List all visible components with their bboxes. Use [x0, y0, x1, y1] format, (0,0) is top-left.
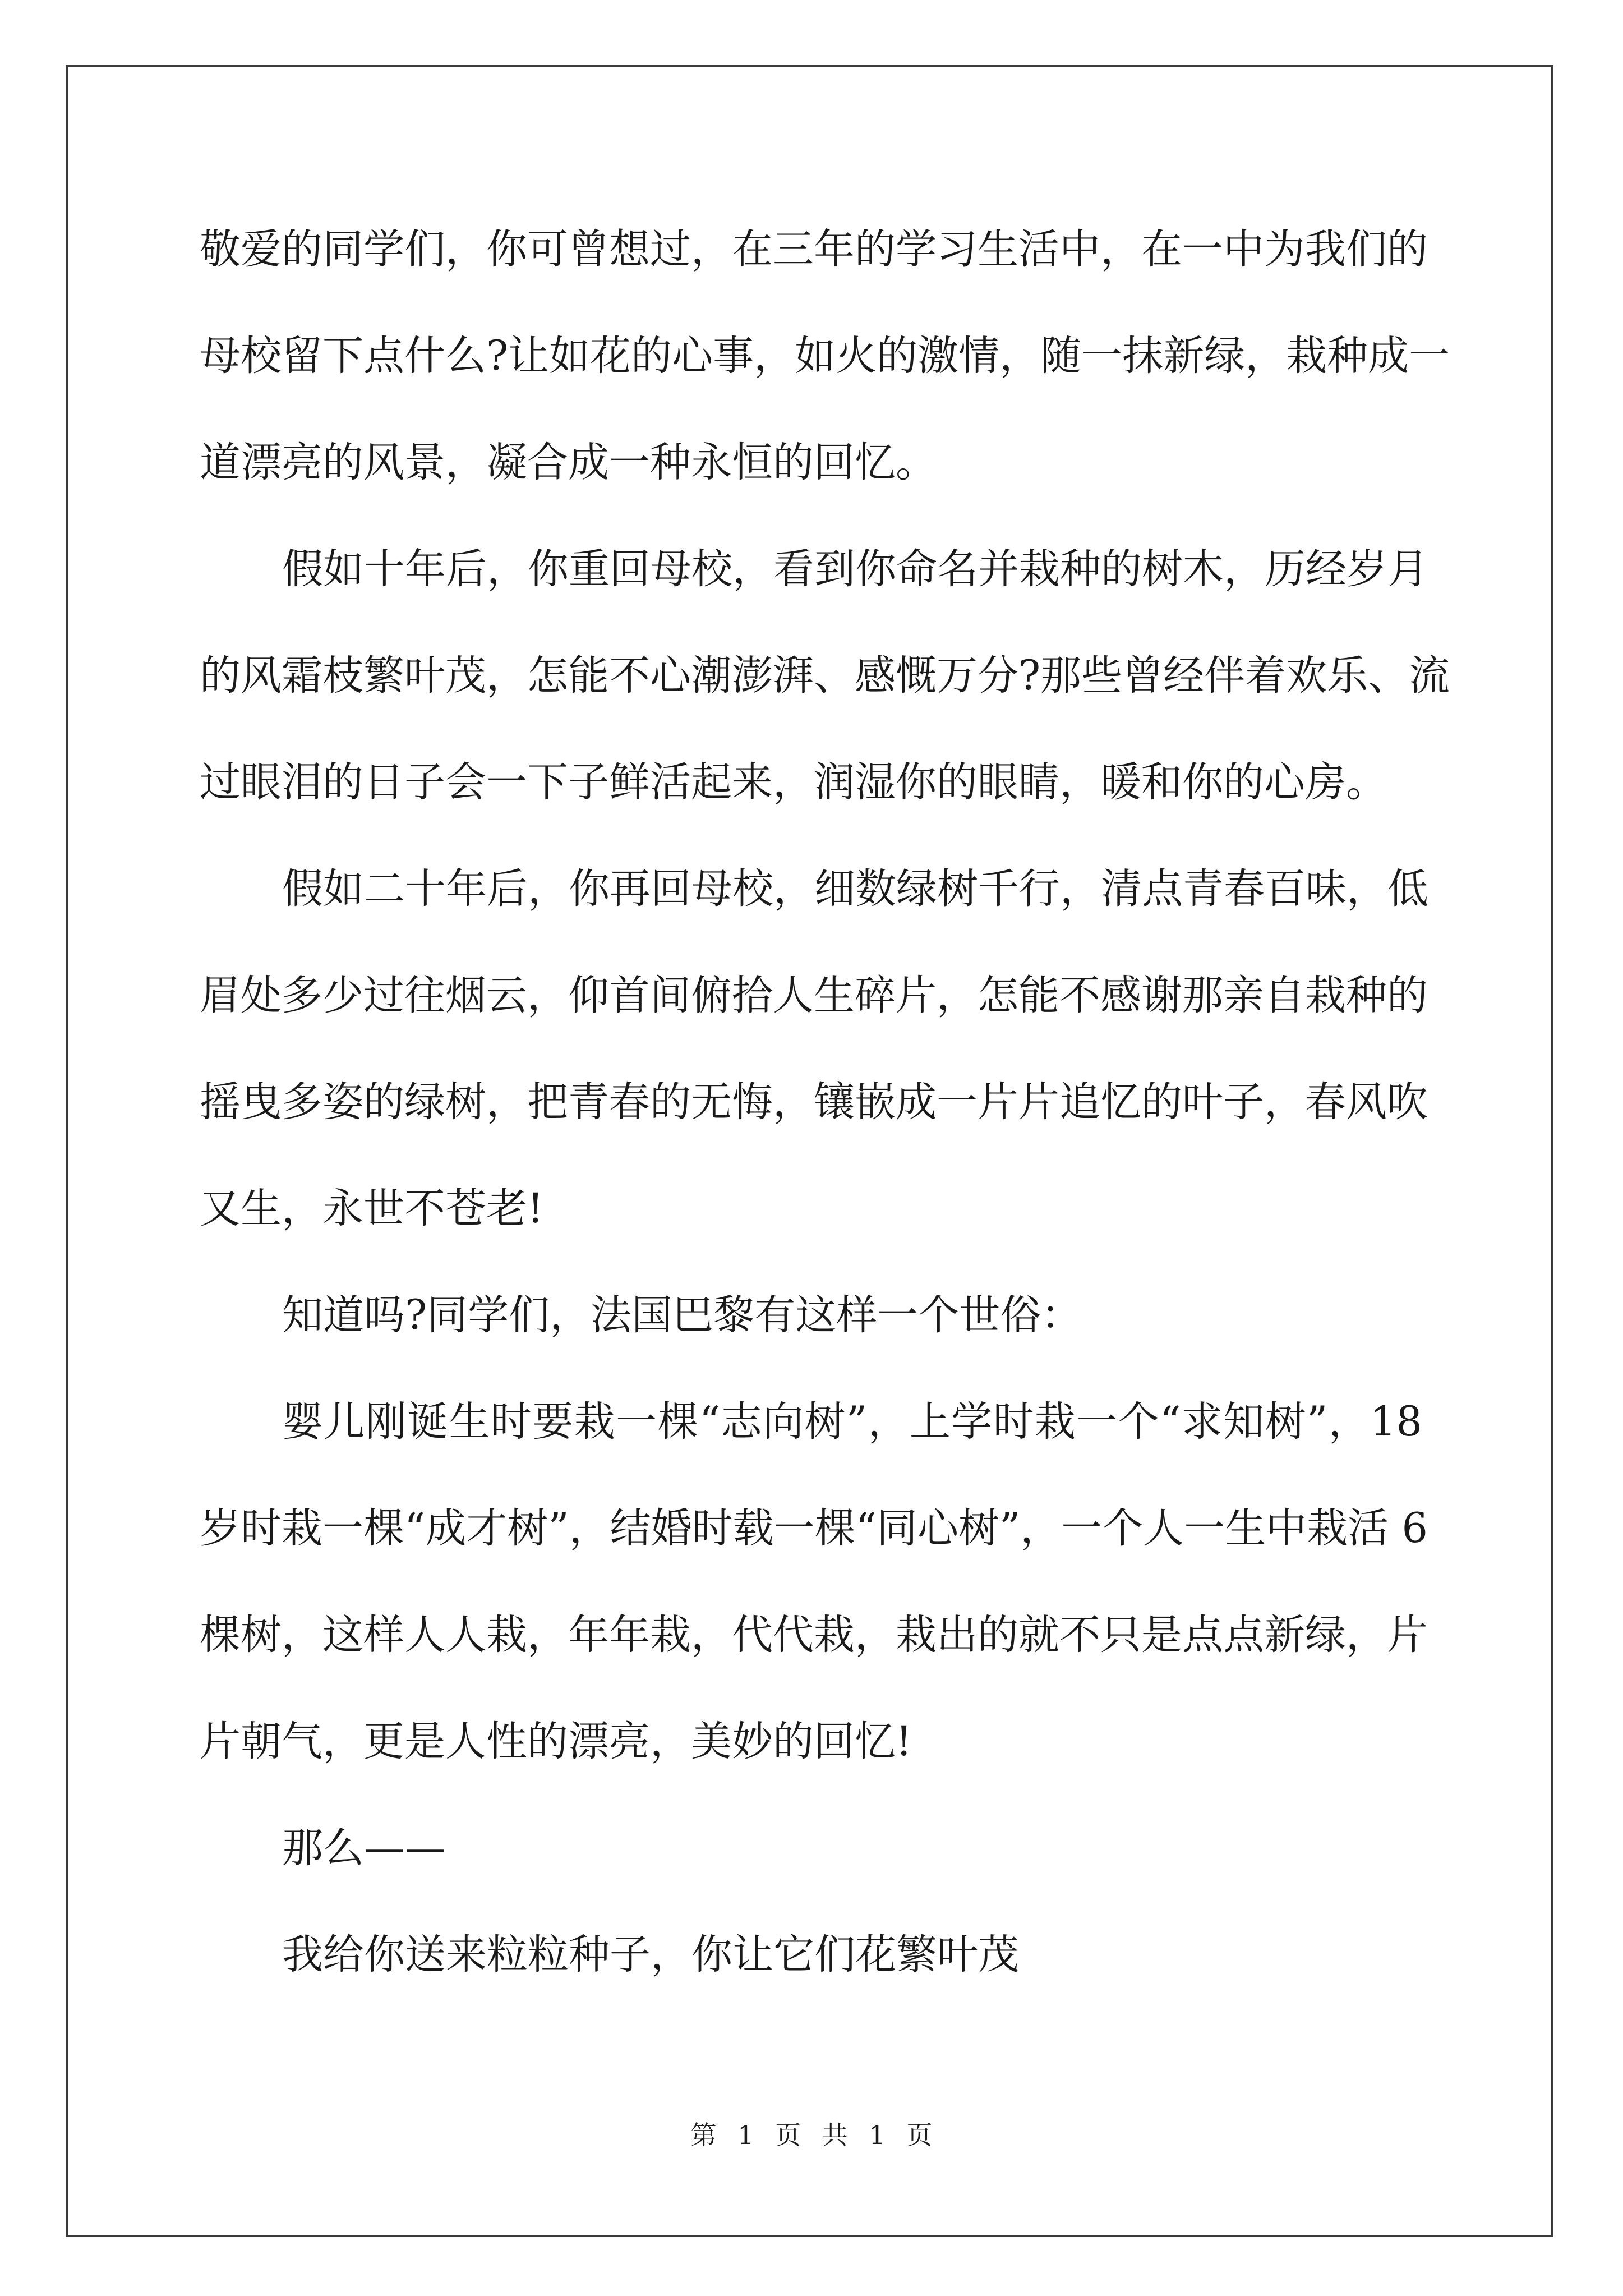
text-line: 知道吗?同学们，法国巴黎有这样一个世俗：	[282, 1291, 1082, 1339]
page-footer: 第 1 页 共 1 页	[690, 2120, 933, 2150]
text-line: 眉处多少过往烟云，仰首间俯拾人生碎片，怎能不感谢那亲自栽种的	[200, 972, 1428, 1019]
text-line: 片朝气，更是人性的漂亮，美妙的回忆!	[200, 1718, 912, 1765]
text-line: 敬爱的同学们，你可曾想过，在三年的学习生活中，在一中为我们的	[200, 226, 1428, 273]
text-line: 婴儿刚诞生时要栽一棵“志向树”，上学时栽一个“求知树”，18	[282, 1398, 1422, 1446]
text-line: 岁时栽一棵“成才树”，结婚时载一棵“同心树”，一个人一生中栽活 6	[200, 1504, 1428, 1552]
text-line: 道漂亮的风景，凝合成一种永恒的回忆。	[200, 439, 937, 486]
text-line: 母校留下点什么?让如花的心事，如火的激情，随一抹新绿，栽种成一	[200, 332, 1450, 380]
text-line: 过眼泪的日子会一下子鲜活起来，润湿你的眼睛，暖和你的心房。	[200, 758, 1387, 806]
text-line: 又生，永世不苍老!	[200, 1185, 544, 1232]
text-line: 棵树，这样人人栽，年年栽，代代栽，栽出的就不只是点点新绿，片	[200, 1611, 1428, 1659]
text-line: 我给你送来粒粒种子，你让它们花繁叶茂	[282, 1931, 1019, 1978]
text-line: 那么——	[282, 1824, 446, 1872]
text-line: 假如十年后，你重回母校，看到你命名并栽种的树木，历经岁月	[282, 545, 1428, 593]
text-line: 的风霜枝繁叶茂，怎能不心潮澎湃、感慨万分?那些曾经伴着欢乐、流	[200, 652, 1450, 700]
text-line: 摇曳多姿的绿树，把青春的无悔，镶嵌成一片片追忆的叶子，春风吹	[200, 1078, 1428, 1126]
text-line: 假如二十年后，你再回母校，细数绿树千行，清点青春百味，低	[282, 865, 1428, 913]
